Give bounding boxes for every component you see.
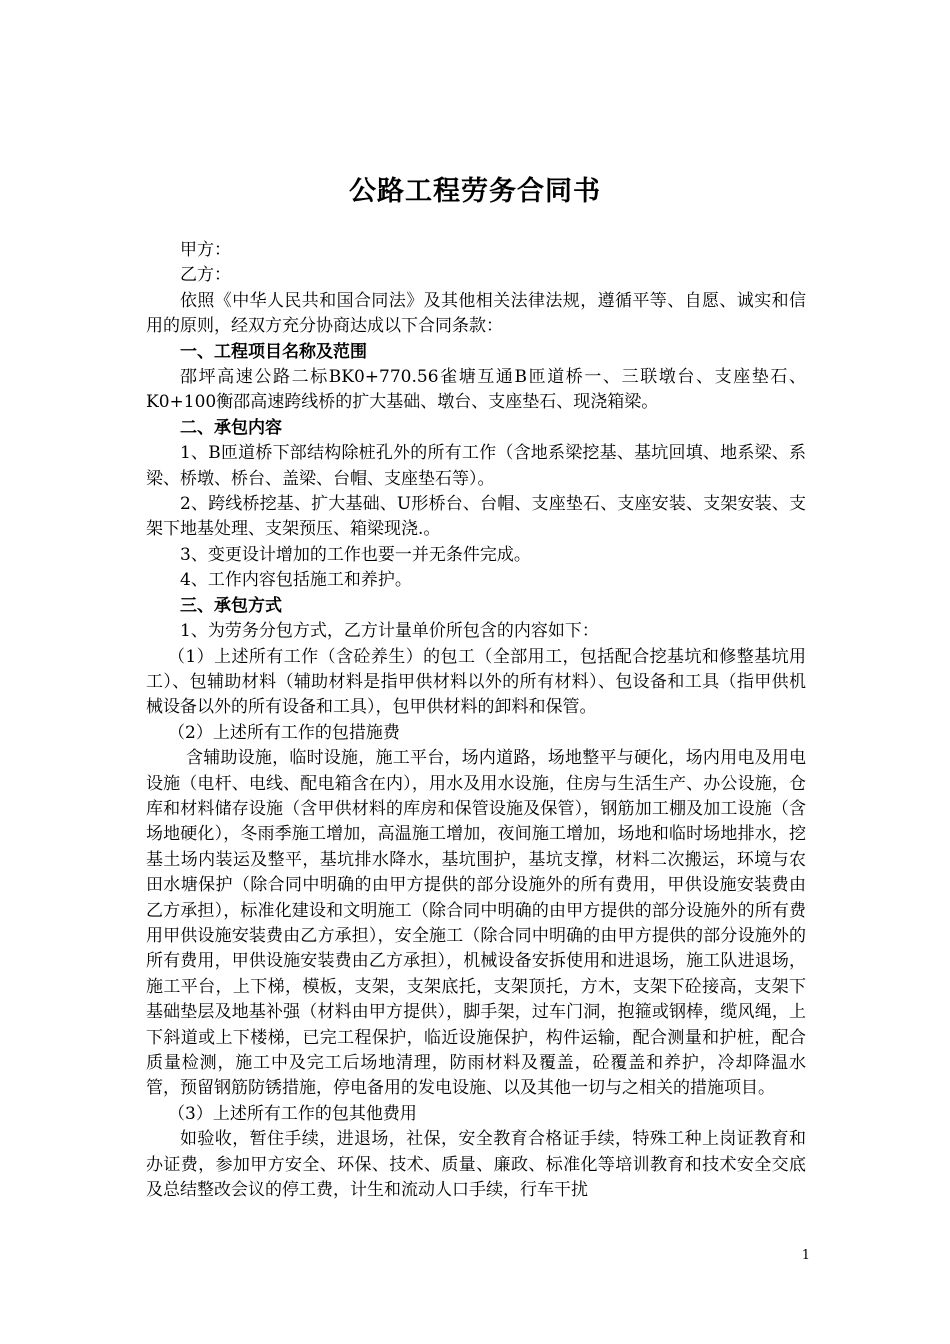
party-a-line: 甲方： (180, 240, 231, 260)
page-number: 1 (801, 1248, 810, 1263)
party-b-line: 乙方： (180, 265, 231, 286)
document-title: 公路工程劳务合同书 (349, 176, 601, 207)
paragraph-project-scope: 邵坪高速公路二标BK0+770.56雀塘互通B匝道桥一、三联墩台、支座垫石、K0+100衡邵高速跨线桥的扩大基础、墩台、支座垫石、现浇箱梁。 (146, 367, 806, 413)
preamble-paragraph: 依照《中华人民共和国合同法》及其他相关法律法规，遵循平等、自愿、诚实和信用的原则，经双方充分协商达成以下合同条款： (146, 290, 806, 337)
paragraph-method-item-1: 1、为劳务分包方式，乙方计量单价所包含的内容如下： (180, 621, 599, 642)
paragraph-content-item-4: 4、工作内容包括施工和养护。 (180, 570, 412, 591)
paragraph-method-sub-3: （3）上述所有工作的包其他费用 (168, 1103, 417, 1124)
section-heading-2: 二、承包内容 (180, 417, 282, 438)
paragraph-content-item-1: 1、B匝道桥下部结构除桩孔外的所有工作（含地系梁挖基、基坑回填、地系梁、系梁、桥墩、桥台、盖梁、台帽、支座垫石等）。 (146, 443, 806, 489)
paragraph-method-sub-1: （1）上述所有工作（含砼养生）的包工（全部用工，包括配合挖基坑和修整基坑用工）、包辅助材料（辅助材料是指甲供材料以外的所有材料）、包设备和工具（指甲供机械设备以外的所有设备和工具），包甲供材料的卸料和保管。 (146, 646, 806, 718)
paragraph-content-item-2: 2、跨线桥挖基、扩大基础、U形桥台、台帽、支座垫石、支座安装、支架安装、支架下地基处理、支架预压、箱梁现浇.。 (146, 494, 806, 540)
paragraph-method-sub-2: （2）上述所有工作的包措施费 (168, 722, 400, 743)
paragraph-content-item-3: 3、变更设计增加的工作也要一并无条件完成。 (180, 544, 531, 565)
section-heading-3: 三、承包方式 (180, 595, 282, 616)
paragraph-measures-detail: 含辅助设施，临时设施，施工平台，场内道路，场地整平与硬化，场内用电及用电设施（电杆、电线、配电箱含在内），用水及用水设施，住房与生活生产、办公设施，仓库和材料储存设施（含甲供材料的库房和保管设施及保管），钢筋加工棚及加工设施（含场地硬化），冬雨季施工增加，高温施工增加，夜间施工增加，场地和临时场地排水，挖基土场内装运及整平，基坑排水降水，基坑围护，基坑支撑，材料二次搬运，环境与农田水塘保护（除合同中明确的由甲方提供的部分设施外的所有费用，甲供设施安装费由乙方承担），标准化建设和文明施工（除合同中明确的由甲方提供的部分设施外的所有费用甲供设施安装费由乙方承担），安全施工（除合同中明确的由甲方提供的部分设施外的所有费用，甲供设施安装费由乙方承担），机械设备安拆使用和进退场，施工队进退场，施工平台，上下梯，模板，支架，支架底托，支架顶托，方木，支架下砼接高，支架下基础垫层及地基补强（材料由甲方提供），脚手架，过车门洞，抱箍或钢棒，缆风绳，上下斜道或上下楼梯，已完工程保护，临近设施保护，构件运输，配合测量和护桩，配合质量检测，施工中及完工后场地清理，防雨材料及覆盖，砼覆盖和养护，冷却降温水管，预留钢筋防锈措施，停电备用的发电设施、以及其他一切与之相关的措施项目。 (146, 748, 806, 1099)
document-body (146, 238, 806, 1203)
section-heading-1: 一、工程项目名称及范围 (180, 341, 367, 362)
paragraph-other-costs-detail: 如验收，暂住手续，进退场，社保，安全教育合格证手续，特殊工种上岗证教育和办证费，参加甲方安全、环保、技术、质量、廉政、标准化等培训教育和技术安全交底及总结整改会议的停工费，计生和流动人口手续，行车干扰 (146, 1129, 806, 1201)
